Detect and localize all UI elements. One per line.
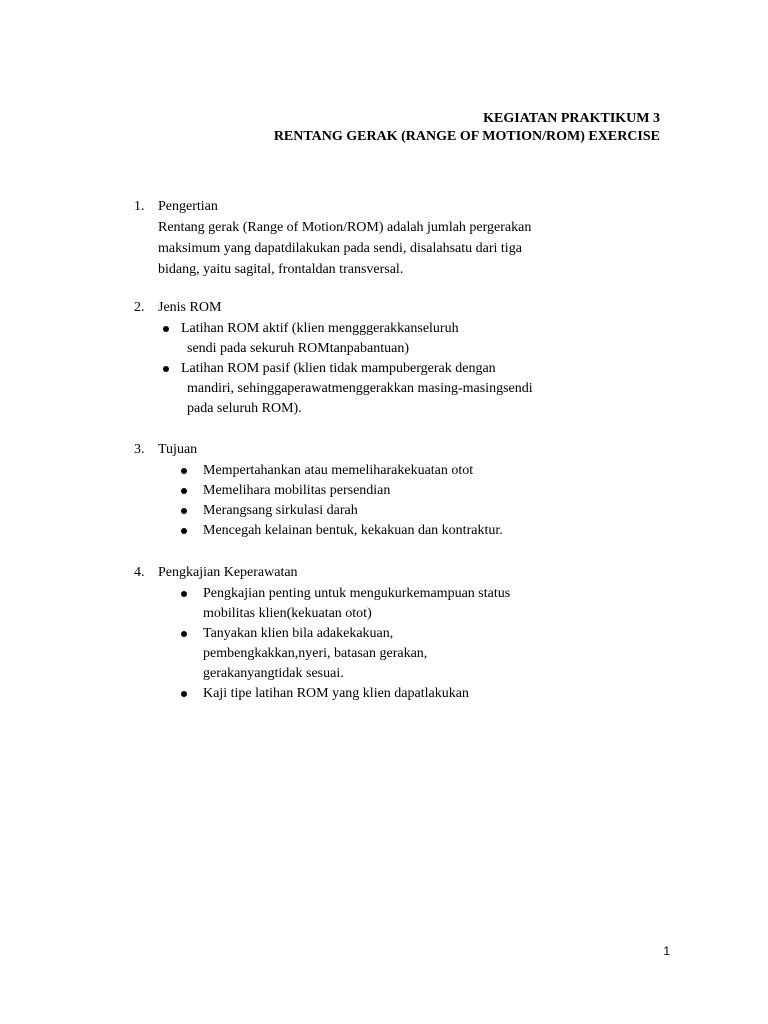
list-item-text: Mencegah kelainan bentuk, kekakuan dan kontraktur.	[203, 523, 503, 538]
list-item	[160, 319, 580, 359]
bullet-icon	[181, 488, 187, 494]
bullet-list	[180, 584, 600, 704]
list-item-text: Latihan ROM pasif (klien tidak mampubergerak dengan	[181, 361, 496, 376]
bullet-list	[160, 319, 580, 419]
section-heading: Tujuan	[158, 442, 198, 457]
list-item-text: sendi pada sekuruh ROMtanpabantuan)	[187, 341, 409, 356]
list-item-text: pada seluruh ROM).	[187, 401, 302, 416]
bullet-icon	[181, 508, 187, 514]
list-item	[180, 501, 600, 521]
section-heading: Pengkajian Keperawatan	[158, 565, 298, 580]
bullet-icon	[181, 528, 187, 534]
bullet-icon	[181, 691, 187, 697]
list-item-text: gerakanyangtidak sesuai.	[203, 666, 344, 681]
section-heading: Pengertian	[158, 199, 218, 214]
paragraph-line: Rentang gerak (Range of Motion/ROM) adalah jumlah pergerakan	[158, 220, 532, 235]
document-title: KEGIATAN PRAKTIKUM 3	[483, 111, 660, 126]
section-heading: Jenis ROM	[158, 300, 222, 315]
list-item	[180, 521, 600, 541]
section-paragraph	[158, 217, 578, 280]
bullet-icon	[181, 591, 187, 597]
page-number: 1	[663, 944, 670, 958]
list-item	[160, 359, 580, 419]
list-item	[180, 684, 600, 704]
list-item	[180, 624, 600, 684]
list-item-text: mobilitas klien(kekuatan otot)	[203, 606, 372, 621]
list-item	[180, 481, 600, 501]
list-item-text: mandiri, sehinggaperawatmenggerakkan masing-masingsendi	[187, 381, 533, 396]
list-item-text: Tanyakan klien bila adakekakuan,	[203, 626, 394, 641]
paragraph-line: maksimum yang dapatdilakukan pada sendi, disalahsatu dari tiga	[158, 241, 522, 256]
bullet-icon	[181, 631, 187, 637]
section-number: 1.	[134, 199, 145, 214]
paragraph-line: bidang, yaitu sagital, frontaldan transversal.	[158, 262, 404, 277]
list-item	[180, 584, 600, 624]
bullet-icon	[181, 468, 187, 474]
section-number: 4.	[134, 565, 145, 580]
list-item-text: Latihan ROM aktif (klien mengggerakkanseluruh	[181, 321, 459, 336]
list-item-text: Merangsang sirkulasi darah	[203, 503, 358, 518]
document-subtitle: RENTANG GERAK (RANGE OF MOTION/ROM) EXERCISE	[273, 129, 660, 144]
bullet-icon	[163, 326, 169, 332]
list-item-text: Memelihara mobilitas persendian	[203, 483, 391, 498]
list-item-text: Pengkajian penting untuk mengukurkemampuan status	[203, 586, 511, 601]
bullet-list	[180, 461, 600, 541]
list-item-text: Mempertahankan atau memeliharakekuatan otot	[203, 463, 474, 478]
section-number: 3.	[134, 442, 145, 457]
list-item	[180, 461, 600, 481]
bullet-icon	[163, 366, 169, 372]
list-item-text: Kaji tipe latihan ROM yang klien dapatlakukan	[203, 686, 469, 701]
section-number: 2.	[134, 300, 145, 315]
list-item-text: pembengkakkan,nyeri, batasan gerakan,	[203, 646, 428, 661]
